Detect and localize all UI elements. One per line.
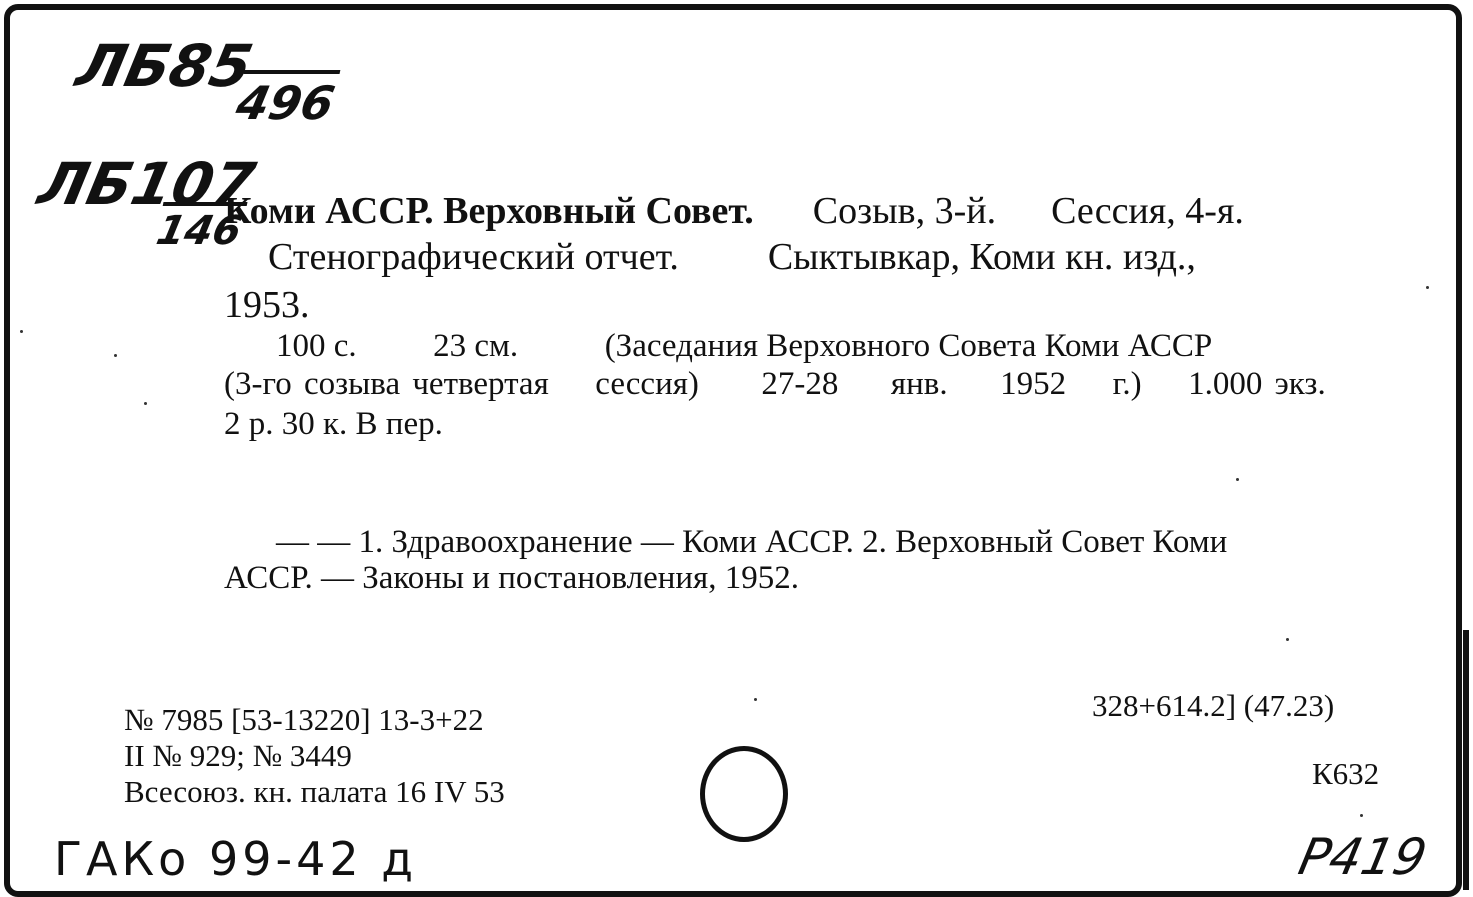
handwritten-bottom-right: Р419 <box>1293 828 1432 886</box>
note-part: 1952 <box>1000 366 1067 402</box>
scan-speck <box>1286 638 1289 641</box>
series-note: (Заседания Верховного Совета Коми АССР <box>604 328 1213 364</box>
note-part: сессия) <box>595 366 699 402</box>
copies: 1.000 экз. <box>1188 366 1326 402</box>
note-part: янв. <box>890 366 948 402</box>
book-chamber: Всесоюз. кн. палата 16 IV 53 <box>124 774 505 809</box>
handwritten-side-fraction: 146 <box>152 202 247 254</box>
handwritten-top-fraction: 496 <box>232 70 341 130</box>
corporate-author: Коми АССР. Верховный Совет. <box>224 190 754 232</box>
subject-tracing-2: АССР. — Законы и постановления, 1952. <box>224 560 799 596</box>
catalog-card <box>4 4 1462 897</box>
scan-speck <box>1426 286 1429 289</box>
subject-tracing-1: — — 1. Здравоохранение — Коми АССР. 2. Верховный Совет Коми <box>276 524 1228 560</box>
size: 23 см. <box>433 328 519 364</box>
price-line: 2 р. 30 к. В пер. <box>224 406 443 442</box>
convocation: Созыв, 3-й. <box>812 190 997 232</box>
title: Стенографический отчет. <box>268 236 679 278</box>
scan-speck <box>754 698 757 701</box>
note-part: (3-го созыва четвертая <box>224 366 549 402</box>
note-part: 27-28 <box>761 366 839 402</box>
classification-code: 328+614.2] (47.23) <box>1092 688 1335 723</box>
card-edge-mark <box>1463 630 1469 890</box>
title-line <box>268 238 1196 276</box>
scan-speck <box>1360 814 1363 817</box>
heading-line <box>224 192 1244 230</box>
note-line <box>224 368 1326 401</box>
pages: 100 с. <box>276 328 357 364</box>
imprint: Сыктывкар, Коми кн. изд., <box>767 236 1196 278</box>
collation-line <box>276 330 1212 363</box>
scan-speck <box>20 330 23 333</box>
session: Сессия, 4-я. <box>1051 190 1244 232</box>
registration-number: № 7985 [53-13220] 13-3+22 <box>124 702 484 737</box>
publication-year: 1953. <box>224 284 310 326</box>
scan-speck <box>114 354 117 357</box>
handwritten-top-code: ЛБ85 <box>70 32 259 100</box>
author-mark: К632 <box>1312 756 1380 791</box>
note-part: г.) <box>1112 366 1142 402</box>
punch-hole-circle <box>700 746 788 842</box>
handwritten-side-code: ЛБ107 <box>32 150 261 218</box>
handwritten-bottom-left: ГАКо 99-42 д <box>54 832 418 886</box>
scan-speck <box>144 402 147 405</box>
scan-speck <box>1236 478 1239 481</box>
series-number: II № 929; № 3449 <box>124 738 352 773</box>
